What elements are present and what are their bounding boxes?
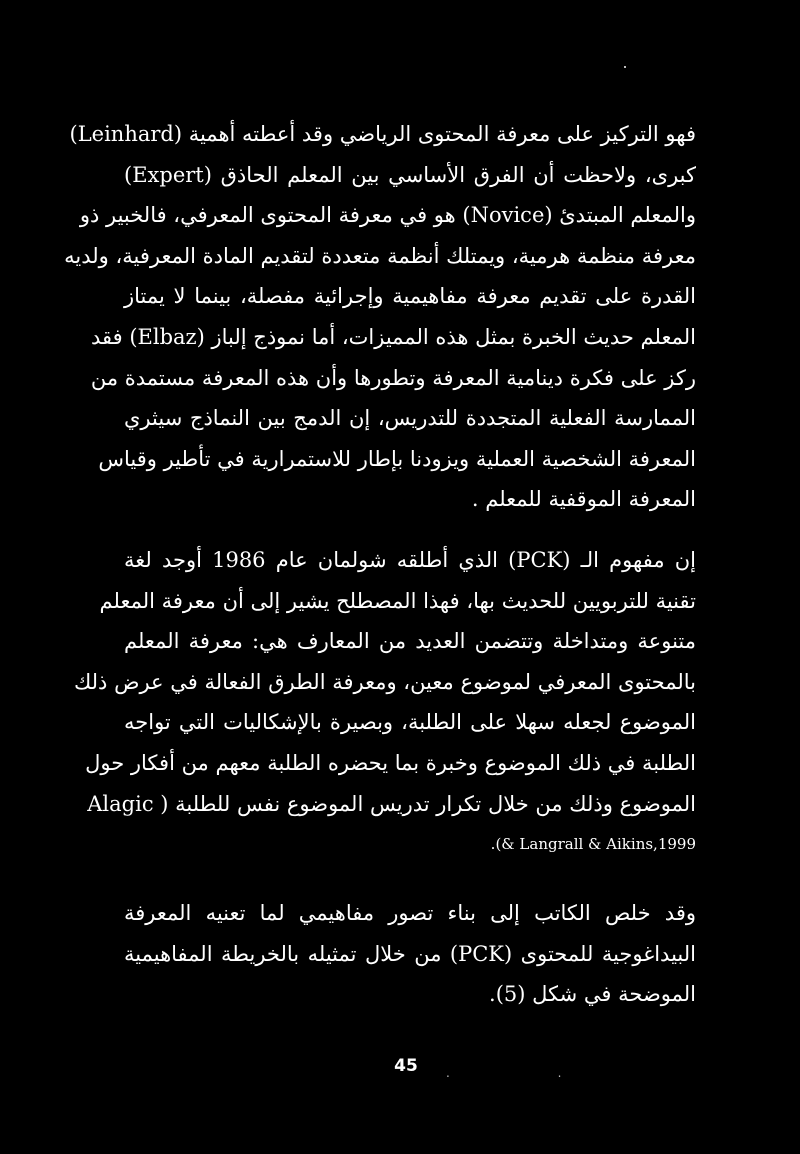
text-line: الطلبة في ذلك الموضوع وخبرة بما يحضره الطلبة معهم من أفكار حول	[85, 750, 696, 775]
text-line: المعرفة الشخصية العملية ويزودنا بإطار للاستمرارية في تأطير وقياس	[98, 446, 696, 471]
text-line: والمعلم المبتدئ (Novice) هو في معرفة المحتوى المعرفي، فالخبير ذو	[79, 203, 696, 228]
text-line: المعلم حديث الخبرة بمثل هذه المميزات، أما نموذج إلباز (Elbaz) فقد	[90, 324, 696, 349]
footer-dots: . .	[446, 1066, 614, 1080]
scan-speck	[624, 66, 626, 68]
text-line: فهو التركيز على معرفة المحتوى الرياضي وقد أعطته أهمية (Leinhard)	[69, 122, 696, 146]
text-line: القدرة على تقديم معرفة مفاهيمية وإجرائية مفصلة، بينما لا يمتاز	[124, 284, 696, 309]
text-line: معرفة منظمة هرمية، ويمتلك أنظمة متعددة لتقديم المادة المعرفية، ولديه	[64, 243, 696, 268]
text-line: تقنية للتربويين للحديث بها، فهذا المصطلح يشير إلى أن معرفة المعلم	[99, 588, 696, 613]
paragraph-3	[124, 893, 696, 1015]
text-line: الممارسة الفعلية المتجددة للتدريس، إن الدمج بين النماذج سيثري	[124, 406, 696, 431]
text-line: البيداغوجية للمحتوى (PCK) من خلال تمثيله بالخريطة المفاهيمية	[124, 941, 696, 966]
page-number: 45	[394, 1056, 418, 1076]
text-line: وقد خلص الكاتب إلى بناء تصور مفاهيمي لما تعنيه المعرفة	[124, 901, 696, 925]
text-line: كبرى، ولاحظت أن الفرق الأساسي بين المعلم الحاذق (Expert)	[124, 162, 696, 187]
text-line: متنوعة ومتداخلة وتتضمن العديد من المعارف هي: معرفة المعلم	[124, 629, 696, 654]
paragraph-1	[64, 114, 696, 520]
text-line: الموضوع لجعله سهلا على الطلبة، وبصيرة بالإشكاليات التي تواجه	[124, 710, 696, 735]
text-line: بالمحتوى المعرفي لموضوع معين، ومعرفة الطرق الفعالة في عرض ذلك	[73, 669, 696, 694]
text-line: الموضحة في شكل (5).	[489, 982, 696, 1007]
text-line: إن مفهوم الـ (PCK) الذي أطلقه شولمان عام 1986 أوجد لغة	[124, 548, 696, 572]
text-line: المعرفة الموقفية للمعلم .	[471, 487, 696, 512]
citation-line: .(& Langrall & Aikins,1999	[490, 835, 696, 854]
text-line: الموضوع وذلك من خلال تكرار تدريس الموضوع نفس للطلبة ( Alagic	[87, 791, 696, 816]
paragraph-2	[73, 540, 696, 865]
text-line: ركز على فكرة دينامية المعرفة وتطورها وأن هذه المعرفة مستمدة من	[90, 365, 696, 390]
